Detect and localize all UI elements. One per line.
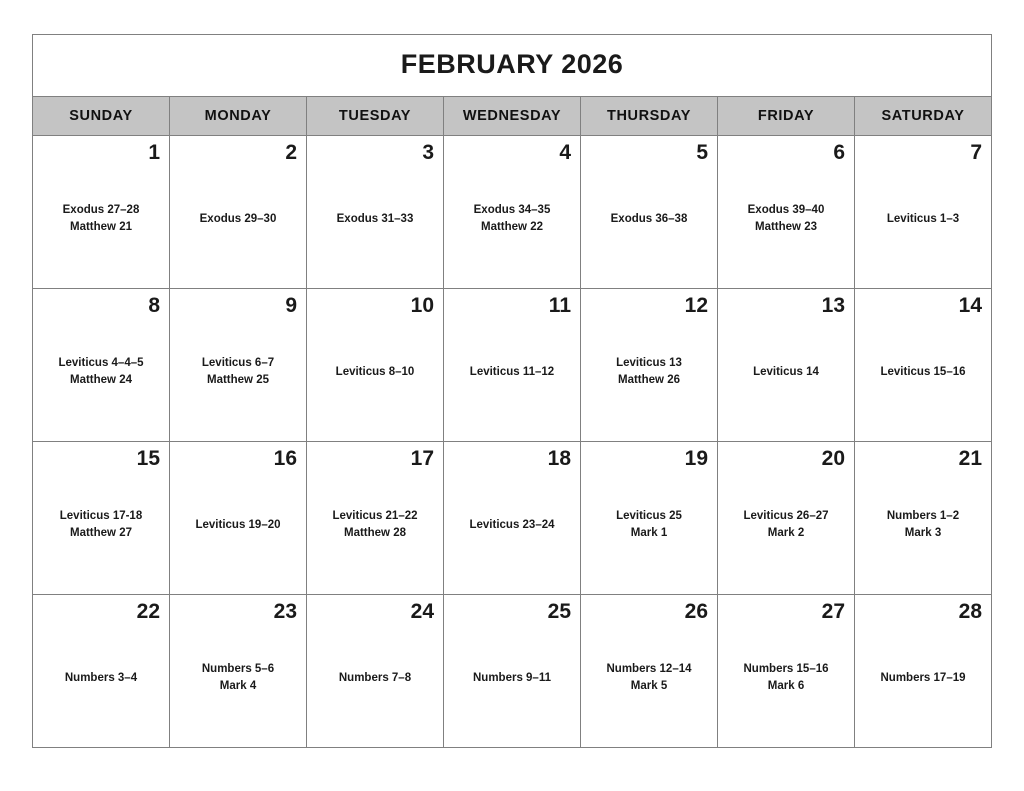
reading-line-2: Matthew 24 [70,374,132,387]
reading-line-1: Exodus 31–33 [336,212,414,225]
reading-line-2: Matthew 25 [207,374,269,387]
day-number: 1 [148,141,160,164]
reading-line-1: Numbers 12–14 [606,663,692,676]
reading-line-1: Leviticus 4–4–5 [58,357,144,370]
reading-line-1: Numbers 15–16 [743,663,829,676]
day-number: 2 [285,141,297,164]
reading-line-2: Mark 5 [630,680,668,693]
reading-line-1: Exodus 34–35 [473,204,551,217]
page-title: FEBRUARY 2026 [400,49,624,79]
reading-line-1: Numbers 3–4 [64,671,138,684]
day-readings [727,164,845,280]
weekday-header-monday: MONDAY [170,97,307,136]
day-cell[interactable] [33,595,170,748]
reading-line-1: Leviticus 6–7 [201,357,275,370]
reading-line-1: Numbers 9–11 [473,671,551,684]
reading-line-2: Mark 6 [767,680,805,693]
reading-line-1: Leviticus 11–12 [469,365,555,378]
day-number: 14 [958,294,982,317]
reading-line-1: Leviticus 8–10 [335,365,415,378]
weekday-header-tuesday: TUESDAY [307,97,444,136]
day-cell[interactable] [170,136,307,289]
weekday-header-row [33,97,992,136]
day-readings [453,470,571,586]
calendar-week-row [33,442,992,595]
day-cell[interactable] [170,289,307,442]
day-cell[interactable] [855,595,992,748]
day-number: 11 [548,294,571,317]
day-readings [864,317,982,433]
day-cell[interactable] [581,595,718,748]
reading-line-1: Exodus 36–38 [610,212,688,225]
reading-line-1: Numbers 17–19 [880,671,966,684]
day-readings [590,470,708,586]
day-cell[interactable] [307,595,444,748]
day-readings [179,623,297,739]
reading-line-1: Leviticus 25 [616,510,682,523]
day-cell[interactable] [170,595,307,748]
day-number: 22 [136,600,160,623]
day-readings [316,623,434,739]
reading-line-1: Leviticus 23–24 [469,518,555,531]
reading-line-1: Leviticus 14 [753,365,819,378]
day-number: 12 [684,294,708,317]
day-cell[interactable] [718,595,855,748]
day-number: 17 [410,447,434,470]
reading-line-2: Matthew 21 [70,221,132,234]
reading-line-1: Leviticus 19–20 [195,518,281,531]
weekday-header-friday: FRIDAY [718,97,855,136]
day-cell[interactable] [33,442,170,595]
reading-line-2: Mark 1 [630,527,668,540]
calendar-title-row [33,35,992,97]
reading-line-2: Matthew 27 [70,527,132,540]
day-number: 15 [136,447,160,470]
calendar-table [32,34,992,748]
day-readings [590,164,708,280]
reading-line-2: Mark 3 [904,527,942,540]
reading-line-1: Leviticus 13 [616,357,682,370]
day-number: 16 [273,447,297,470]
day-readings [590,623,708,739]
reading-line-2: Matthew 23 [755,221,817,234]
day-readings [864,623,982,739]
day-cell[interactable] [718,442,855,595]
calendar-week-row [33,595,992,748]
day-readings [727,317,845,433]
day-cell[interactable] [444,595,581,748]
day-number: 25 [547,600,571,623]
day-cell[interactable] [718,289,855,442]
day-readings [316,317,434,433]
day-number: 7 [970,141,982,164]
reading-line-1: Exodus 39–40 [747,204,825,217]
day-cell[interactable] [581,442,718,595]
day-number: 26 [684,600,708,623]
day-number: 4 [559,141,571,164]
day-cell[interactable] [855,442,992,595]
reading-line-1: Exodus 27–28 [62,204,140,217]
reading-line-1: Leviticus 15–16 [880,365,966,378]
weekday-header-saturday: SATURDAY [855,97,992,136]
reading-line-1: Numbers 7–8 [338,671,412,684]
day-readings [864,470,982,586]
day-readings [179,470,297,586]
day-readings [864,164,982,280]
day-number: 3 [422,141,434,164]
day-number: 10 [410,294,434,317]
day-number: 8 [148,294,160,317]
weekday-header-sunday: SUNDAY [33,97,170,136]
day-readings [42,317,160,433]
day-readings [453,164,571,280]
reading-line-1: Exodus 29–30 [199,212,277,225]
reading-line-2: Mark 4 [219,680,257,693]
day-number: 6 [833,141,845,164]
day-readings [42,623,160,739]
day-number: 21 [958,447,982,470]
reading-line-2: Matthew 28 [344,527,406,540]
day-readings [453,623,571,739]
day-readings [590,317,708,433]
day-number: 18 [547,447,571,470]
day-number: 19 [684,447,708,470]
day-readings [179,164,297,280]
day-cell[interactable] [444,136,581,289]
weekday-header-wednesday: WEDNESDAY [444,97,581,136]
reading-line-1: Leviticus 17-18 [59,510,143,523]
day-readings [727,470,845,586]
weekday-header-thursday: THURSDAY [581,97,718,136]
reading-line-1: Leviticus 26–27 [743,510,829,523]
day-readings [316,164,434,280]
day-cell[interactable] [307,136,444,289]
day-number: 20 [821,447,845,470]
day-cell[interactable] [307,289,444,442]
day-readings [42,164,160,280]
calendar-week-row [33,289,992,442]
reading-line-1: Leviticus 21–22 [332,510,418,523]
day-cell[interactable] [444,442,581,595]
day-number: 5 [696,141,708,164]
day-readings [179,317,297,433]
day-cell[interactable] [444,289,581,442]
calendar-title-cell [33,35,992,97]
reading-line-1: Leviticus 1–3 [886,212,960,225]
day-number: 28 [958,600,982,623]
day-cell[interactable] [855,289,992,442]
reading-line-1: Numbers 5–6 [201,663,275,676]
day-cell[interactable] [855,136,992,289]
day-readings [727,623,845,739]
day-cell[interactable] [170,442,307,595]
day-readings [316,470,434,586]
reading-line-2: Matthew 26 [618,374,680,387]
day-number: 9 [285,294,297,317]
day-readings [453,317,571,433]
reading-line-2: Matthew 22 [481,221,543,234]
day-cell[interactable] [307,442,444,595]
day-cell[interactable] [33,136,170,289]
day-cell[interactable] [718,136,855,289]
day-cell[interactable] [581,136,718,289]
day-number: 24 [410,600,434,623]
day-number: 27 [821,600,845,623]
reading-line-1: Numbers 1–2 [886,510,960,523]
day-cell[interactable] [581,289,718,442]
day-number: 13 [821,294,845,317]
day-cell[interactable] [33,289,170,442]
day-number: 23 [273,600,297,623]
calendar-week-row [33,136,992,289]
reading-line-2: Mark 2 [767,527,805,540]
day-readings [42,470,160,586]
